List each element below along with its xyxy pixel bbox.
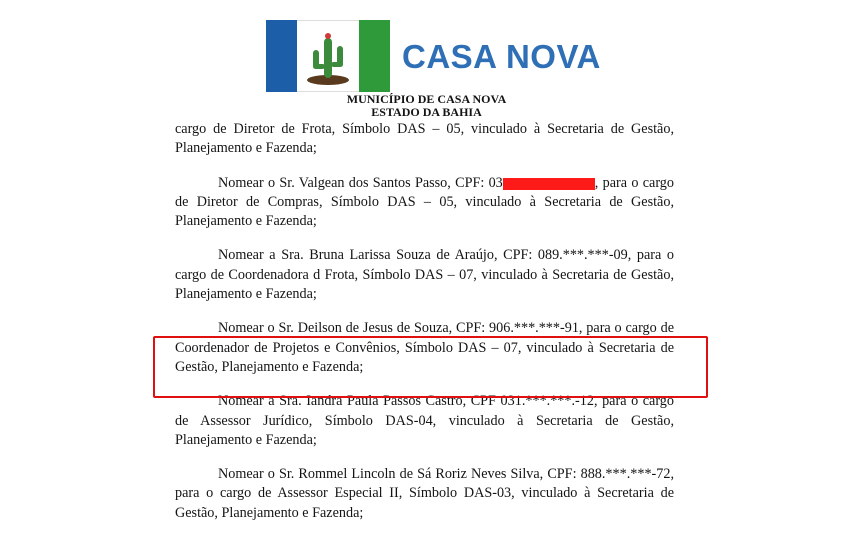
paragraph-text-end: , para o cargo de Diretor de Compras, Símbolo DAS – 05, vinculado à Secretaria de Gestão, Planejamento e Fazenda; — [175, 174, 674, 230]
redaction-mark — [503, 175, 595, 191]
municipality-logo — [266, 20, 601, 92]
brand-name: CASA NOVA — [402, 38, 601, 75]
paragraph-appointment-highlighted: Nomear a Sra. Iandra Paula Passos Castro, CPF 031.***.***.-12, para o cargo de Assessor Jurídico, Símbolo DAS-04, vinculado à Secretaria de Gestão, Planejamento e Fazenda; — [175, 393, 674, 448]
highlight-box — [153, 336, 708, 398]
paragraph-appointment: Nomear o Sr. Deilson de Jesus de Souza, CPF: 906.***.***-91, para o cargo de Coordenador de Projetos e Convênios, Símbolo DAS – 07, vinculado à Secretaria de Gestão, Planejamento e Fazenda; — [175, 320, 674, 375]
municipality-title: MUNICÍPIO DE CASA NOVA — [346, 92, 507, 106]
paragraph-continuation: cargo de Diretor de Frota, Símbolo DAS – 05, vinculado à Secretaria de Gestão, Planejamento e Fazenda; — [175, 121, 674, 157]
state-title: ESTADO DA BAHIA — [371, 105, 482, 119]
cactus-flag-icon — [266, 20, 390, 92]
document-body — [175, 120, 674, 538]
paragraph-appointment — [175, 174, 674, 232]
paragraph-appointment: Nomear o Sr. Rommel Lincoln de Sá Roriz Neves Silva, CPF: 888.***.***-72, para o cargo de Assessor Especial II, Símbolo DAS-03, vinculado à Secretaria de Gestão, Planejamento e Fazenda; — [175, 466, 674, 521]
paragraph-text-start: Nomear o Sr. Valgean dos Santos Passo, CPF: 03 — [218, 174, 503, 191]
paragraph-appointment: Nomear a Sra. Bruna Larissa Souza de Araújo, CPF: 089.***.***-09, para o cargo de Coordenadora d Frota, Símbolo DAS – 07, vinculado à Secretaria de Gestão, Planejamento e Fazenda; — [175, 247, 674, 303]
